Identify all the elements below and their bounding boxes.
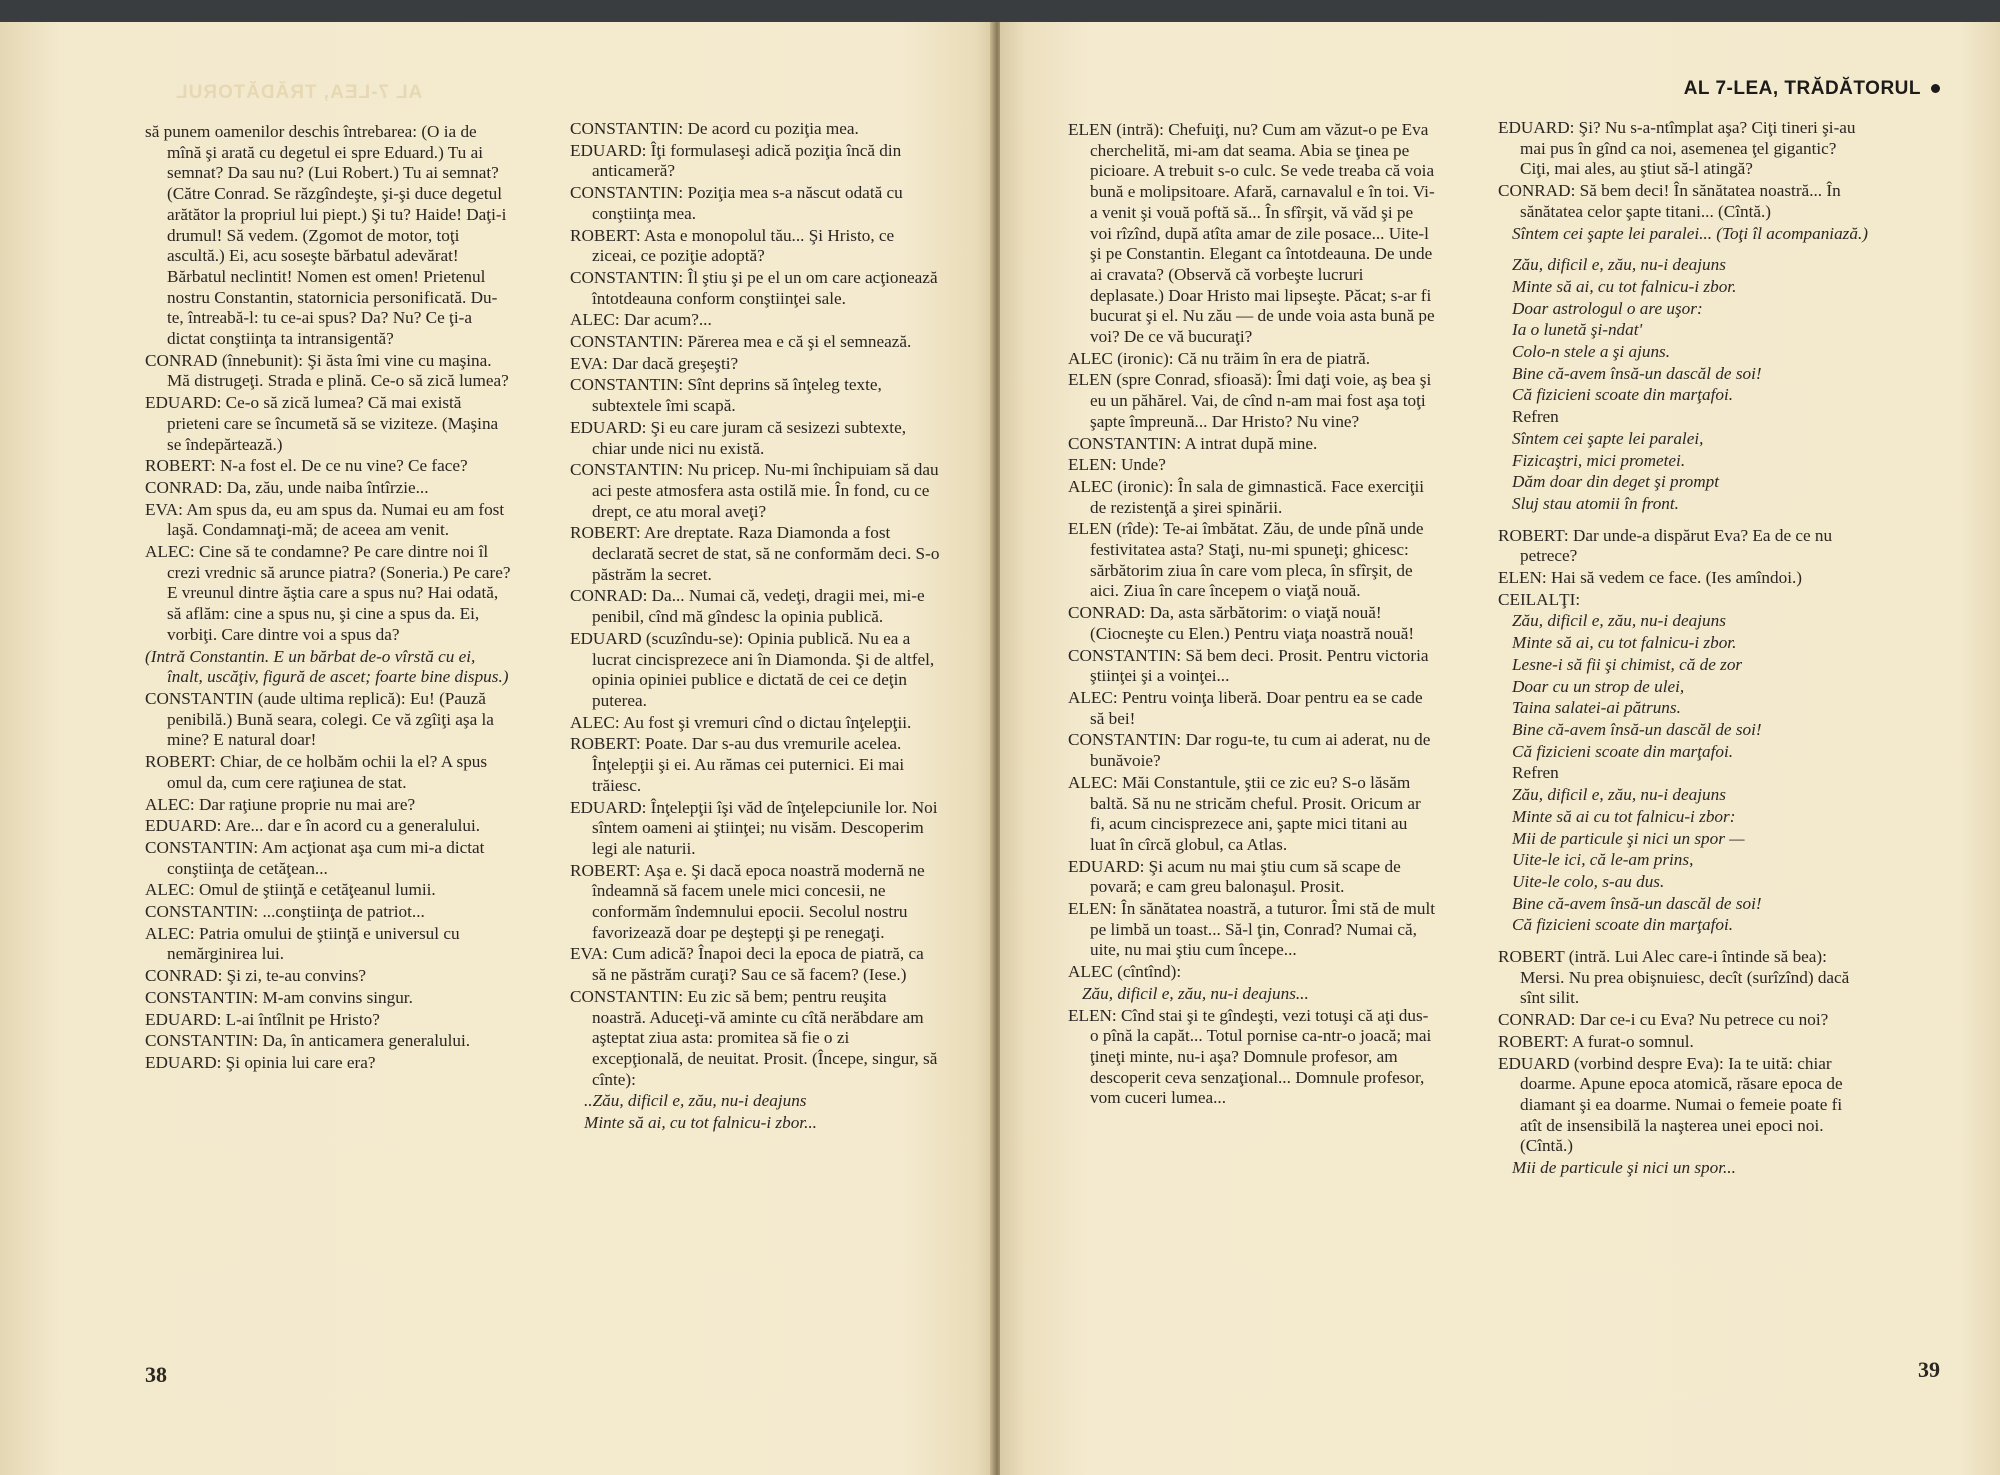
verse-line: Dăm doar din deget şi prompt [1512,472,1720,492]
verse-line: Zău, dificil e, zău, nu-i deajuns [1512,255,1726,275]
dialogue-entry: EDUARD (vorbind despre Eva): Ia te uită: chiar doarme. Apune epoca atomică, răsare epoca de diamant şi ea doarme. Numai o femeie poate fi atît de insensibilă la naşterea unei epoci noi. (Cîntă.) [1498,1053,1843,1156]
verse-line: Bine că-avem însă-un dascăl de soi! [1512,363,1762,383]
dialogue-entry: CONRAD: Dar ce-i cu Eva? Nu petrece cu noi? [1498,1010,1829,1030]
dialogue-entry: ROBERT: A furat-o somnul. [1498,1031,1694,1051]
dialogue-entry: CONSTANTIN: Am acţionat aşa cum mi-a dictat conştiinţa de cetăţean... [145,837,485,878]
dialogue-entry: CONSTANTIN: ...conştiinţa de patriot... [145,902,425,922]
dialogue-entry: EDUARD: Şi opinia lui care era? [145,1052,376,1072]
dialogue-entry: ALEC: Pentru voinţa liberă. Doar pentru ea se cade să bei! [1068,687,1423,728]
dialogue-entry: CONSTANTIN: Nu pricep. Nu-mi închipuiam să dau aci peste atmosfera asta ostilă mie. În fond, cu ce drept, ce atu moral aveţi? [570,460,939,521]
verse-line: Taina salatei-ai pătruns. [1512,698,1681,718]
verse-line: Uite-le colo, s-au dus. [1512,871,1665,891]
dialogue-entry: CONSTANTIN: Părerea mea e că şi el semnează. [570,332,912,352]
dialogue-entry: ROBERT: Aşa e. Şi dacă epoca noastră modernă ne îndeamnă să facem unele mici concesii, ne conformăm îndemnului epocii. Secolul nostru favorizează doar pe deştepţi şi pe renegaţi. [570,860,925,942]
dialogue-entry: ALEC: Dar raţiune proprie nu mai are? [145,794,416,814]
dialogue-entry: CONSTANTIN: Poziţia mea s-a născut odată cu conştiinţa mea. [570,183,903,223]
dialogue-entry: ALEC: Dar acum?... [570,310,712,330]
dialogue-entry: să punem oamenilor deschis întrebarea: (O ia de mînă şi arată cu degetul ei spre Eduard.) Tu ai semnat? Da sau nu? (Lui Robert.) Tu ai semnat? (Către Conrad. Se răzgîndeşte, şi-şi duce degetul arătător la propriul lui piept.) Şi tu? Haide! Daţi-i drumul! Să vedem. (Zgomot de motor, toţi ascultă.) Ei, acu soseşte bărbatul adevărat! Bărbatul neclintit! Nomen est omen! Prietenul nostru Constantin, statornicia personificată. Du-te, întreabă-l: tu ce-ai spus? Da? Nu? Ce ţi-a dictat conştiinţa ta intransigentă? [145,122,507,349]
verse-line: ..Zău, dificil e, zău, nu-i deajuns [584,1091,807,1111]
running-header-text: AL 7-LEA, TRĂDĂTORUL [1683,78,1921,99]
dialogue-entry: ALEC (ironic): Că nu trăim în era de piatră. [1068,348,1371,368]
dialogue-entry: CONRAD: Da... Numai că, vedeţi, dragii mei, mi-e penibil, cînd mă gîndesc la opinia publică. [570,586,925,627]
dialogue-entry: CEILALŢI: [1498,589,1581,609]
dialogue-entry: CONSTANTIN: A intrat după mine. [1068,433,1318,453]
dialogue-entry: EDUARD: L-ai întîlnit pe Hristo? [145,1009,380,1029]
dialogue-entry: EDUARD: Şi? Nu s-a-ntîmplat aşa? Ciţi tineri şi-au mai pus în gînd ca noi, asemenea ţel gigantic? Ciţi, mai ales, au ştiut să-l atingă? [1498,118,1856,179]
dialogue-entry: ELEN: Cînd stai şi te gîndeşti, vezi totuşi că aţi dus-o pînă la capăt... Totul pornise ca-ntr-o joacă; mai ţineţi minte, nu-i aşa? Domnule profesor, am descoperit ceva senzaţional... Domnule profesor, vom cuceri lumea... [1068,1005,1432,1108]
right-column-2 [1498,118,1868,1180]
dialogue-entry: (Intră Constantin. E un bărbat de-o vîrstă cu ei, înalt, uscăţiv, figură de ascet; foarte bine dispus.) [145,646,509,687]
dialogue-entry: ALEC: Au fost şi vremuri cînd o dictau înţelepţii. [570,712,912,732]
right-page [1000,22,2000,1475]
dialogue-entry: CONSTANTIN: Eu zic să bem; pentru reuşita noastră. Aduceţi-vă aminte cu cîtă nerăbdare am aşteptat ziua asta: promitea să fie o zi excepţională, de neuitat. Prosit. (Începe, singur, să cînte): [570,986,938,1089]
verse-line: Mii de particule şi nici un spor... [1512,1158,1736,1178]
verse-line: Ia o lunetă şi-ndat' [1512,320,1643,340]
stanza-gap [1498,937,1868,947]
verse-line: Că fizicieni scoate din marţafoi. [1512,741,1734,761]
verse-line: Refren [1512,763,1559,783]
dialogue-entry: ROBERT: N-a fost el. De ce nu vine? Ce face? [145,456,468,476]
dialogue-entry: ELEN: Unde? [1068,455,1166,475]
dialogue-entry: CONRAD (înnebunit): Şi ăsta îmi vine cu maşina. Mă distrugeţi. Strada e plină. Ce-o să zică lumea? [145,350,509,391]
page-number-right: 39 [1918,1357,1940,1382]
dialogue-entry: ELEN: Hai să vedem ce face. (Ies amîndoi.) [1498,568,1802,588]
dialogue-entry: CONRAD: Da, asta sărbătorim: o viaţă nouă! (Ciocneşte cu Elen.) Pentru viaţa noastră nouă! [1068,603,1415,643]
verse-line: Zău, dificil e, zău, nu-i deajuns [1512,611,1726,631]
dialogue-entry: CONSTANTIN: M-am convins singur. [145,987,413,1007]
dialogue-entry: ROBERT: Chiar, de ce holbăm ochii la el? A spus omul da, cum cere raţiunea de stat. [145,752,488,792]
verse-line: Zău, dificil e, zău, nu-i deajuns [1512,785,1726,805]
dialogue-entry: CONSTANTIN: Dar rogu-te, tu cum ai aderat, nu de bunăvoie? [1068,730,1431,771]
page-number-left: 38 [145,1362,167,1387]
verse-line: Minte să ai, cu tot falnicu-i zbor... [584,1113,817,1133]
dialogue-entry: ALEC: Măi Constantule, ştii ce zic eu? S-o lăsăm baltă. Să nu ne stricăm cheful. Prosit. Oricum ar fi, acum cincisprezece ani, şapte mici titani au luat în cîrcă globul, ca Atlas. [1068,772,1421,854]
dialogue-entry: CONSTANTIN: Da, în anticamera generalului. [145,1031,471,1051]
verse-line: Minte să ai, cu tot falnicu-i zbor. [1512,276,1737,296]
dialogue-entry: EDUARD: Şi eu care juram că sesizezi subtexte, chiar unde nici nu există. [570,417,906,458]
dialogue-entry: EVA: Am spus da, eu am spus da. Numai eu am fost laşă. Condamnaţi-mă; de aceea am venit. [145,499,505,540]
dialogue-entry: CONSTANTIN: Sînt deprins să înţeleg texte, subtextele îmi scapă. [570,375,882,416]
dialogue-entry: CONRAD: Să bem deci! În sănătatea noastră... În sănătatea celor şapte titani... (Cîntă.) [1498,181,1841,221]
dialogue-entry: CONRAD: Da, zău, unde naiba întîrzie... [145,477,429,497]
dialogue-entry: ALEC: Patria omului de ştiinţă e universul cu nemărginirea lui. [145,923,460,964]
dialogue-entry: CONSTANTIN: Îl ştiu şi pe el un om care acţionează întotdeauna conform conştiinţei sale. [570,267,938,308]
verse-line: Zău, dificil e, zău, nu-i deajuns... [1082,983,1309,1003]
dialogue-entry: EDUARD: Înţelepţii îşi văd de înţelepciunile lor. Noi sîntem oameni ai ştiinţei; nu visăm. Descoperim legi ale naturii. [570,797,938,858]
dialogue-entry: ROBERT: Dar unde-a dispărut Eva? Ea de ce nu petrece? [1498,525,1833,566]
verse-line: Colo-n stele a şi ajuns. [1512,342,1671,362]
dialogue-entry: CONRAD: Şi zi, te-au convins? [145,966,367,986]
dialogue-entry: ALEC: Omul de ştiinţă e cetăţeanul lumii. [145,880,436,900]
left-page [0,22,995,1475]
running-header [1684,78,1940,100]
dialogue-entry: ELEN (intră): Chefuiţi, nu? Cum am văzut-o pe Eva cherchelită, mi-am dat seama. Abia se ţinea pe picioare. A trebuit s-o culc. Se vede treaba că voia bună e molipsitoare. Afară, carnavalul e în toi. Vi-a venit şi vouă poftă să... În sfîrşit, vă văd şi pe voi rîzînd, după atîta amar de zile posace... Uite-l şi pe Constantin. Elegant ca întotdeauna. De unde ai cravata? (Observă că vorbeşte lucruri deplasate.) Doar Hristo mai lipseşte. Păcat; s-ar fi bucurat şi el. Nu zău — de unde voia asta bună pe voi? De ce vă bucuraţi? [1068,120,1435,347]
dialogue-entry: ROBERT: Asta e monopolul tău... Şi Hristo, ce ziceai, ce poziţie adoptă? [570,225,895,266]
right-column-1 [1068,120,1436,1110]
verse-line: Sîntem cei şapte lei paralei... (Toţi îl acompaniază.) [1512,223,1868,243]
bullet-icon [1931,84,1940,93]
dialogue-entry: CONSTANTIN: Să bem deci. Prosit. Pentru victoria ştiinţei şi a voinţei... [1068,645,1429,686]
dialogue-entry: EDUARD: Şi acum nu mai ştiu cum să scape de povară; e cam greu balonaşul. Prosit. [1068,856,1401,897]
verse-line: Că fizicieni scoate din marţafoi. [1512,915,1734,935]
verse-line: Mii de particule şi nici un spor — [1512,828,1745,848]
dialogue-entry: ELEN (rîde): Te-ai îmbătat. Zău, de unde pînă unde festivitatea asta? Staţi, nu-mi spuneţi; ghicesc: sărbătorim ziua în care vom pleca, în sfîrşit, de aici. Ziua în care începem o viaţă nouă. [1068,519,1424,601]
bleed-through-text: AL 7-LEA, TRĂDĂTORUL [175,82,423,103]
dialogue-entry: ALEC (cîntînd): [1068,962,1182,982]
dialogue-entry: ALEC: Cine să te condamne? Pe care dintre noi îl crezi vrednic să arunce piatra? (Soneria.) Pe care? E vreunul dintre ăştia care a spus nu? Hai odată, să aflăm: cine a spus nu, şi cine a spus da. Ei, vorbiţi. Care dintre voi a spus da? [145,542,511,644]
dialogue-entry: CONSTANTIN (aude ultima replică): Eu! (Pauză penibilă.) Bună seara, colegi. Ce vă zgîiţi aşa la mine? E natural doar! [145,688,494,750]
verse-line: Lesne-i să fii şi chimist, că de zor [1512,654,1743,674]
dialogue-entry: EDUARD (scuzîndu-se): Opinia publică. Nu ea a lucrat cincisprezece ani în Diamonda. Şi de altfel, opinia opiniei publice e dictată de cei ce deţin puterea. [570,628,935,710]
verse-line: Uite-le ici, că le-am prins, [1512,850,1694,870]
dialogue-entry: ELEN (spre Conrad, sfioasă): Îmi daţi voie, aş bea şi eu un păhărel. Vai, de cînd n-am mai fost aşa toţi şapte împreună... Dar Hristo? Nu vine? [1068,370,1432,431]
dialogue-entry: EDUARD: Are... dar e în acord cu a generalului. [145,816,481,836]
verse-line: Bine că-avem însă-un dascăl de soi! [1512,719,1762,739]
dialogue-entry: EVA: Dar dacă greşeşti? [570,353,739,373]
verse-line: Minte să ai, cu tot falnicu-i zbor. [1512,633,1737,653]
verse-line: Sîntem cei şapte lei paralei, [1512,428,1704,448]
dialogue-entry: ALEC (ironic): În sala de gimnastică. Face exerciţii de rezistenţă a şirei spinării. [1068,476,1425,517]
dialogue-entry: EDUARD: Îţi formulaseşi adică poziţia încă din anticameră? [570,140,902,181]
dialogue-entry: ROBERT (intră. Lui Alec care-i întinde să bea): Mersi. Nu prea obişnuiesc, decît (surîzînd) dacă sînt silit. [1498,947,1850,1008]
dialogue-entry: EVA: Cum adică? Înapoi deci la epoca de piatră, ca să ne păstrăm curaţi? Sau ce să facem? (Iese.) [570,944,924,985]
dialogue-entry: CONSTANTIN: De acord cu poziţia mea. [570,119,859,138]
verse-line: Fizicaştri, mici prometei. [1512,450,1686,470]
stanza-gap [1498,245,1868,255]
stanza-gap [1498,516,1868,526]
dialogue-entry: ELEN: În sănătatea noastră, a tuturor. Îmi stă de mult pe limbă un toast... Să-l ţin, Conrad? Numai că, uite, nu mai ştiu cum începe... [1068,899,1436,960]
dialogue-entry: EDUARD: Ce-o să zică lumea? Că mai există prieteni care se încumetă să se viziteze. (Maşina se îndepărtează.) [145,393,499,454]
left-column-2 [570,119,940,1135]
verse-line: Refren [1512,407,1559,427]
verse-line: Sluj stau atomii în front. [1512,493,1679,513]
verse-line: Că fizicieni scoate din marţafoi. [1512,385,1734,405]
verse-line: Bine că-avem însă-un dascăl de soi! [1512,893,1762,913]
verse-line: Doar cu un strop de ulei, [1512,676,1685,696]
verse-line: Doar astrologul o are uşor: [1512,298,1703,318]
verse-line: Minte să ai cu tot falnicu-i zbor: [1512,806,1736,826]
left-column-1 [145,122,513,1075]
dialogue-entry: ROBERT: Are dreptate. Raza Diamonda a fost declarată secret de stat, să ne conformăm deci. S-o păstrăm la secret. [570,523,940,584]
dialogue-entry: ROBERT: Poate. Dar s-au dus vremurile acelea. Înţelepţii şi ei. Au rămas cei puternici. Ei mai trăiesc. [570,734,905,795]
